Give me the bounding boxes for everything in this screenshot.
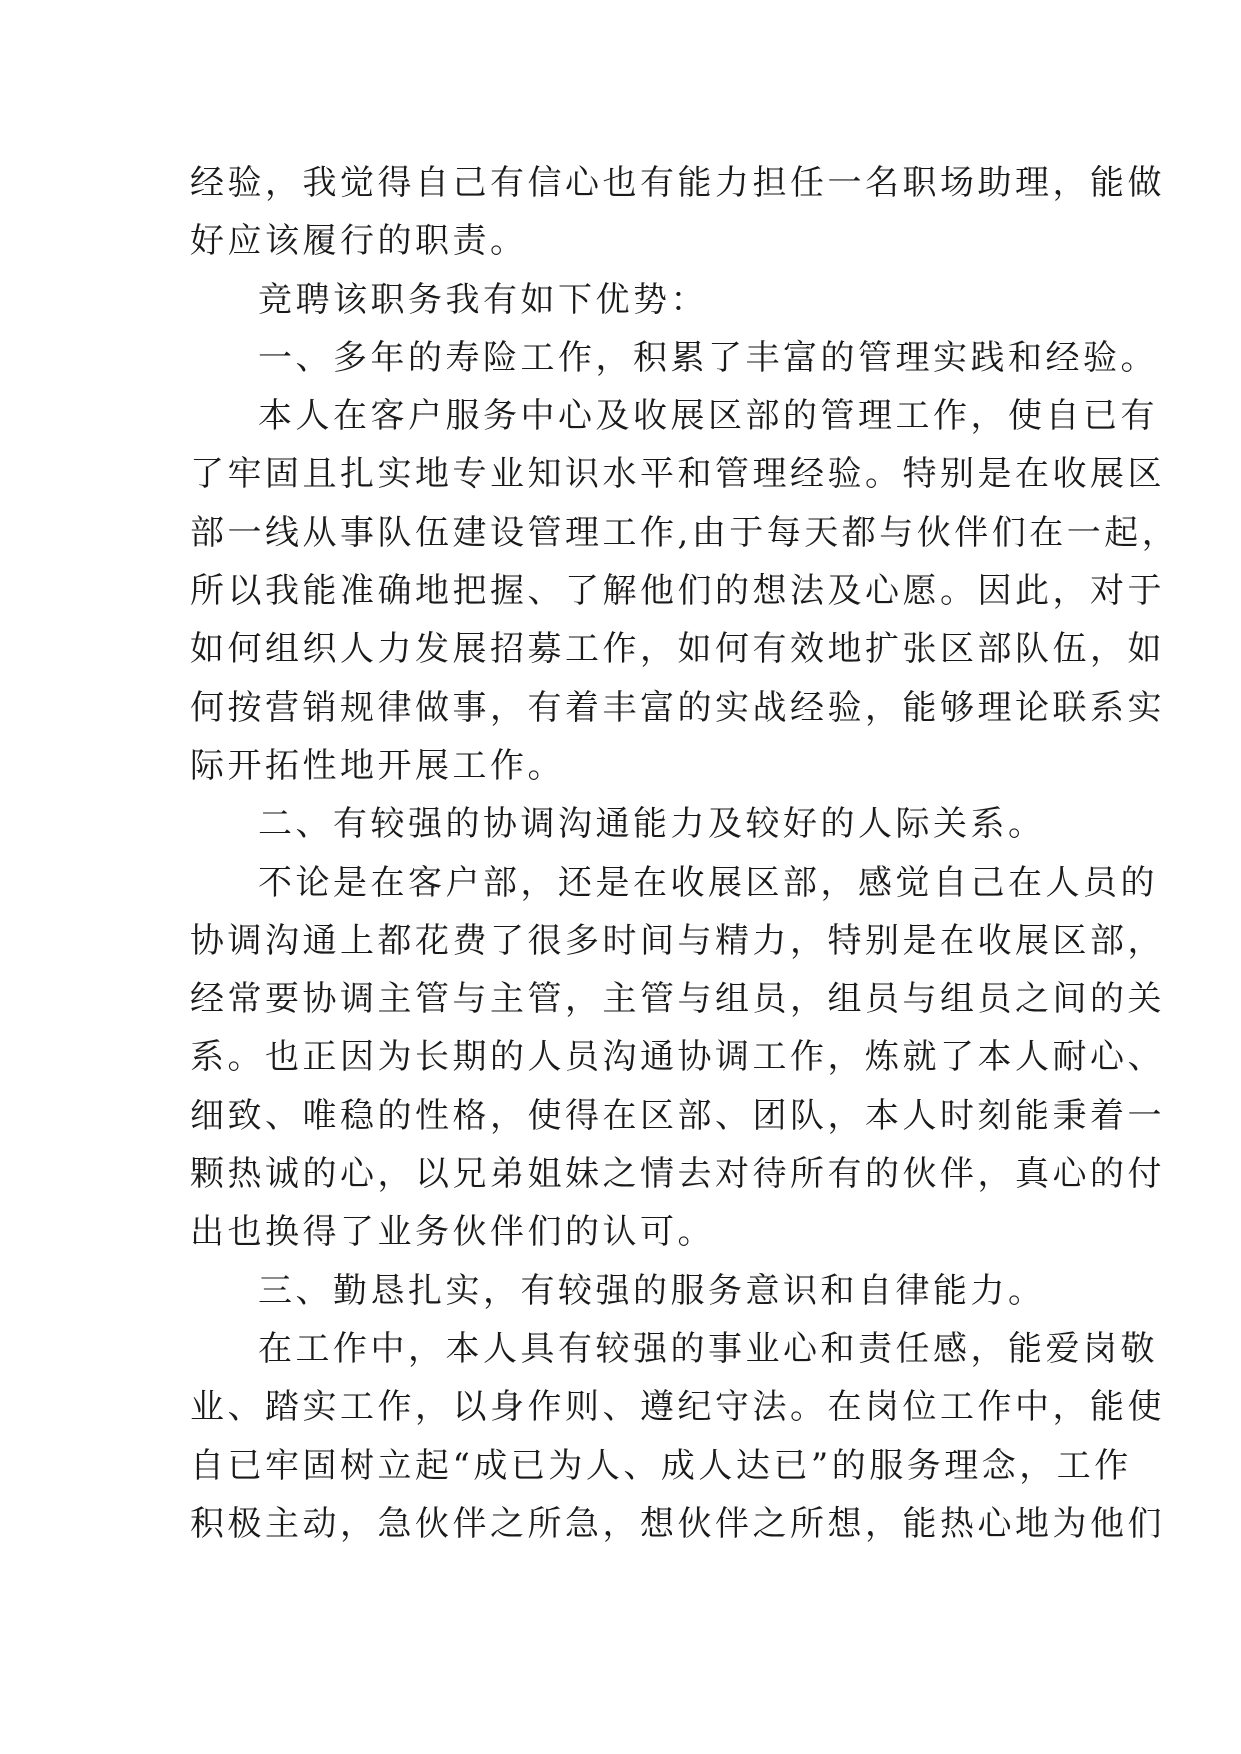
- text-line: 自已牢固树立起“成已为人、成人达已”的服务理念，工作: [190, 1445, 1132, 1486]
- text-line: 三、勤恳扎实，有较强的服务意识和自律能力。: [258, 1270, 1046, 1311]
- text-line: 际开拓性地开展工作。: [190, 745, 565, 786]
- text-line: 协调沟通上都花费了很多时间与精力，特别是在收展区部，: [190, 920, 1165, 961]
- text-line: 了牢固且扎实地专业知识水平和管理经验。特别是在收展区: [190, 454, 1165, 495]
- text-line: 部一线从事队伍建设管理工作,由于每天都与伙伴们在一起，: [190, 512, 1180, 553]
- text-line: 所以我能准确地把握、了解他们的想法及心愿。因此，对于: [190, 571, 1165, 612]
- text-line: 在工作中，本人具有较强的事业心和责任感，能爱岗敬: [258, 1328, 1158, 1369]
- text-line: 竞聘该职务我有如下优势：: [258, 279, 708, 320]
- text-line: 细致、唯稳的性格，使得在区部、团队，本人时刻能秉着一: [190, 1095, 1165, 1136]
- text-line: 业、踏实工作，以身作则、遵纪守法。在岗位工作中，能使: [190, 1387, 1165, 1428]
- text-line: 经常要协调主管与主管，主管与组员，组员与组员之间的关: [190, 979, 1165, 1020]
- text-line: 不论是在客户部，还是在收展区部，感觉自己在人员的: [258, 862, 1158, 903]
- text-line: 经验，我觉得自己有信心也有能力担任一名职场助理，能做: [190, 163, 1165, 203]
- text-line: 颗热诚的心，以兄弟姐妹之情去对待所有的伙伴，真心的付: [190, 1154, 1165, 1195]
- text-line: 二、有较强的协调沟通能力及较好的人际关系。: [258, 804, 1046, 845]
- text-line: 好应该履行的职责。: [190, 221, 528, 262]
- document-body: [190, 154, 1180, 1553]
- text-line: 一、多年的寿险工作，积累了丰富的管理实践和经验。: [258, 337, 1158, 378]
- text-line: 系。也正因为长期的人员沟通协调工作，炼就了本人耐心、: [190, 1037, 1165, 1078]
- text-line: 如何组织人力发展招募工作，如何有效地扩张区部队伍，如: [190, 629, 1165, 670]
- text-line: 本人在客户服务中心及收展区部的管理工作，使自已有: [258, 396, 1158, 437]
- text-line: 积极主动，急伙伴之所急，想伙伴之所想，能热心地为他们: [190, 1503, 1165, 1544]
- text-line: 何按营销规律做事，有着丰富的实战经验，能够理论联系实: [190, 687, 1165, 728]
- text-line: 出也换得了业务伙伴们的认可。: [190, 1212, 715, 1253]
